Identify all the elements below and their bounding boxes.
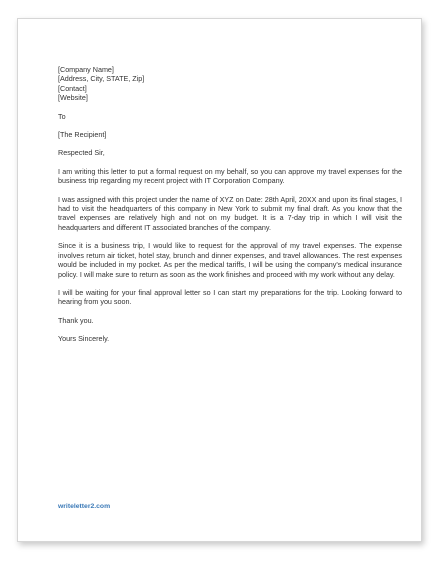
paragraph-closing: I will be waiting for your final approval letter so I can start my preparations for the trip. Looking forward to hearing from you soon. — [58, 287, 402, 307]
letter-body — [58, 65, 402, 344]
spacer — [58, 158, 402, 167]
sender-address: [Address, City, STATE, Zip] — [58, 74, 145, 84]
letter-page — [17, 18, 422, 542]
sender-contact: [Contact] — [58, 83, 87, 93]
paragraph-request: I am writing this letter to put a formal request on my behalf, so you can approve my travel expenses for the business trip regarding my recent project with IT Corporation Company. — [58, 166, 402, 186]
spacer — [58, 139, 402, 148]
recipient: [The Recipient] — [58, 130, 107, 140]
sender-company: [Company Name] — [58, 65, 114, 74]
paragraph-expenses: Since it is a business trip, I would like to request for the approval of my travel expenses. The expense involves return air ticket, hotel stay, brunch and dinner expenses, and travel allowances. The rest expenses would be included in my pocket. As per the medical tariffs, I will be using the company's medical insurance policy. I will make sure to return as soon as the work finishes and proceed with my work without any delay. — [58, 241, 402, 279]
spacer — [58, 103, 402, 112]
salutation: Respected Sir, — [58, 148, 105, 158]
sender-block — [58, 65, 402, 103]
paragraph-project: I was assigned with this project under the name of XYZ on Date: 28th April, 20XX and upon its final stages, I had to visit the headquarters of this company in New York to submit my final draft. As you know that the travel expenses are relatively high and not on my budget. It is a 7-day trip in which I will visit the headquarters and different IT associated branches of the company. — [58, 194, 402, 232]
spacer — [58, 325, 402, 334]
spacer — [58, 121, 402, 130]
closing-line: Yours Sincerely. — [58, 334, 110, 344]
thanks-line: Thank you. — [58, 315, 94, 325]
sender-website: [Website] — [58, 93, 88, 103]
footer-website-link[interactable]: writeletter2.com — [58, 503, 111, 510]
to-label: To — [58, 111, 66, 121]
